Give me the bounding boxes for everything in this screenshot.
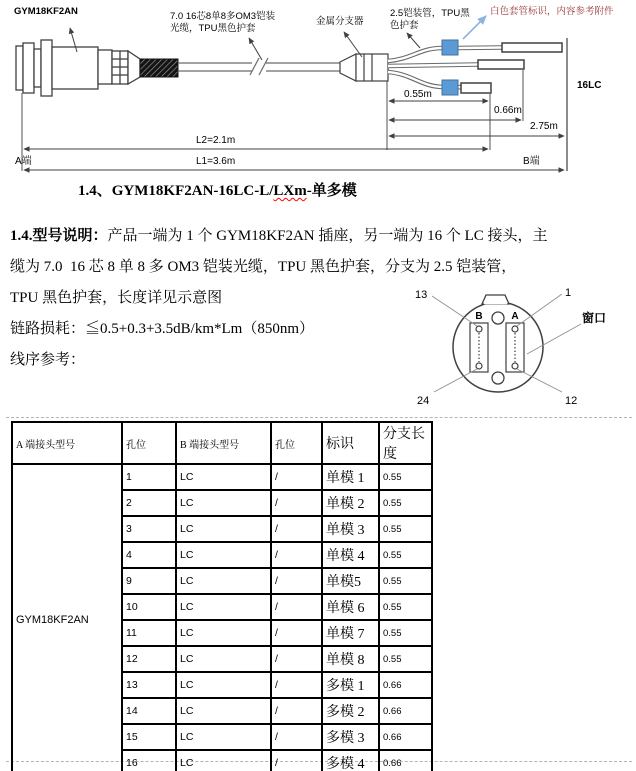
hole-cell: 14 [122, 698, 176, 724]
pin-label-24: 24 [417, 395, 430, 407]
length-cell: 0.55 [379, 490, 432, 516]
mark-cell: 单模 3 [322, 516, 379, 542]
splitter-drawing [340, 54, 388, 81]
loss-line: 链路损耗：≦0.5+0.3+3.5dB/km*Lm（850nm） [10, 321, 315, 337]
b-hole-cell: / [271, 464, 322, 490]
length-cell: 0.55 [379, 594, 432, 620]
cable-label-line1: 7.0 16芯8单8多OM3铠装 [170, 11, 276, 22]
dim-label-275: 2.75m [530, 121, 558, 132]
length-cell: 0.66 [379, 672, 432, 698]
lc-connectors [461, 43, 562, 93]
header-b-type: B 端接头型号 [176, 422, 271, 464]
b-type-cell: LC [176, 672, 271, 698]
section-title-spellcheck: LXm [273, 183, 307, 199]
sleeve-label: 白色套管标识，内容参考附件 [490, 6, 614, 17]
b-type-cell: LC [176, 464, 271, 490]
b-type-cell: LC [176, 698, 271, 724]
mark-cell: 单模 7 [322, 620, 379, 646]
hole-cell: 2 [122, 490, 176, 516]
window-label: 窗口 [582, 311, 607, 325]
length-cell: 0.55 [379, 464, 432, 490]
mark-cell: 多模 4 [322, 750, 379, 771]
b-type-cell: LC [176, 490, 271, 516]
spec-line-1 [10, 221, 630, 252]
pin-label-12: 12 [565, 395, 578, 407]
b-hole-cell: / [271, 516, 322, 542]
b-hole-cell: / [271, 750, 322, 771]
header-branch-len: 分支长度 [379, 422, 432, 464]
mark-cell: 多模 1 [322, 672, 379, 698]
b-type-cell: LC [176, 568, 271, 594]
header-hole-a: 孔位 [122, 422, 176, 464]
mark-cell: 单模 6 [322, 594, 379, 620]
b-type-cell: LC [176, 594, 271, 620]
b-hole-cell: / [271, 490, 322, 516]
connector-label: GYM18KF2AN [14, 6, 78, 17]
mark-cell: 多模 2 [322, 698, 379, 724]
header-a-type: A 端接头型号 [12, 422, 122, 464]
spec-line-2: 缆为 7.0 16 芯 8 单 8 多 OM3 铠装光缆，TPU 黑色护套，分支为 2.5 铠装管， [10, 259, 517, 275]
slot-b-label: B [475, 311, 483, 322]
mark-cell: 单模5 [322, 568, 379, 594]
dimension-arrows [24, 101, 564, 170]
hole-cell: 4 [122, 542, 176, 568]
end-b-label: B端 [523, 156, 540, 167]
hole-cell: 11 [122, 620, 176, 646]
b-hole-cell: / [271, 646, 322, 672]
b-hole-cell: / [271, 698, 322, 724]
hole-cell: 16 [122, 750, 176, 771]
cable-label-line2: 光缆，TPU黑色护套 [170, 23, 256, 34]
b-type-cell: LC [176, 516, 271, 542]
splitter-label: 金属分支器 [316, 16, 364, 27]
connector-drawing [16, 40, 140, 96]
braided-cable-section [140, 59, 178, 77]
dim-label-055: 0.55m [404, 89, 432, 100]
branch-label-line2: 色护套 [390, 20, 419, 31]
mark-cell: 单模 2 [322, 490, 379, 516]
b-hole-cell: / [271, 620, 322, 646]
mark-cell: 单模 1 [322, 464, 379, 490]
length-cell: 0.66 [379, 750, 432, 771]
b-hole-cell: / [271, 672, 322, 698]
cable-assembly-diagram [0, 0, 636, 178]
hole-cell: 15 [122, 724, 176, 750]
text-boundary-top [6, 417, 632, 418]
dim-label-l2: L2=2.1m [196, 135, 236, 146]
mark-cell: 多模 3 [322, 724, 379, 750]
b-hole-cell: / [271, 594, 322, 620]
hole-cell: 13 [122, 672, 176, 698]
b-type-cell: LC [176, 620, 271, 646]
length-cell: 0.66 [379, 724, 432, 750]
lc-group-label: 16LC [577, 80, 602, 91]
table-header-row [12, 422, 432, 464]
section-title-prefix: 1.4、GYM18KF2AN-16LC-L/ [78, 183, 274, 199]
b-hole-cell: / [271, 542, 322, 568]
hole-cell: 10 [122, 594, 176, 620]
dim-label-066: 0.66m [494, 105, 522, 116]
header-hole-b: 孔位 [271, 422, 322, 464]
guide-hole-bottom [492, 372, 504, 384]
length-cell: 0.55 [379, 620, 432, 646]
spec-line-1-text: 产品一端为 1 个 GYM18KF2AN 插座，另一端为 16 个 LC 接头，主 [107, 228, 548, 244]
hole-cell: 1 [122, 464, 176, 490]
mark-cell: 单模 8 [322, 646, 379, 672]
guide-hole-top [492, 312, 504, 324]
wiring-ref-line: 线序参考： [10, 352, 86, 368]
b-type-cell: LC [176, 646, 271, 672]
length-cell: 0.66 [379, 698, 432, 724]
b-type-cell: LC [176, 542, 271, 568]
b-type-cell: LC [176, 750, 271, 771]
pin-label-1: 1 [565, 287, 572, 299]
hole-cell: 9 [122, 568, 176, 594]
header-mark: 标识 [322, 422, 379, 464]
blue-sleeve-marker-upper [442, 40, 458, 55]
hole-cell: 3 [122, 516, 176, 542]
length-cell: 0.55 [379, 646, 432, 672]
spec-heading: 1.4.型号说明： [10, 228, 108, 244]
mark-cell: 单模 4 [322, 542, 379, 568]
end-a-label: A端 [15, 156, 32, 167]
dim-label-l1: L1=3.6m [196, 156, 236, 167]
connector-pinout-diagram [410, 282, 622, 410]
blue-sleeve-marker-lower [442, 80, 458, 95]
hole-cell: 12 [122, 646, 176, 672]
pin-label-13: 13 [415, 289, 428, 301]
length-cell: 0.55 [379, 516, 432, 542]
table-row [12, 464, 432, 490]
spec-line-3: TPU 黑色护套，长度详见示意图 [10, 290, 223, 306]
slot-a-label: A [511, 311, 519, 322]
a-connector-cell: GYM18KF2AN [12, 464, 122, 771]
length-cell: 0.55 [379, 542, 432, 568]
section-title [78, 179, 357, 200]
length-cell: 0.55 [379, 568, 432, 594]
section-title-suffix: -单多模 [306, 183, 357, 199]
branch-label-line1: 2.5铠装管，TPU黑 [390, 8, 470, 19]
wiring-table [11, 421, 433, 771]
b-type-cell: LC [176, 724, 271, 750]
b-hole-cell: / [271, 724, 322, 750]
main-cable [178, 58, 340, 75]
b-hole-cell: / [271, 568, 322, 594]
blue-callout-arrow [463, 16, 486, 39]
